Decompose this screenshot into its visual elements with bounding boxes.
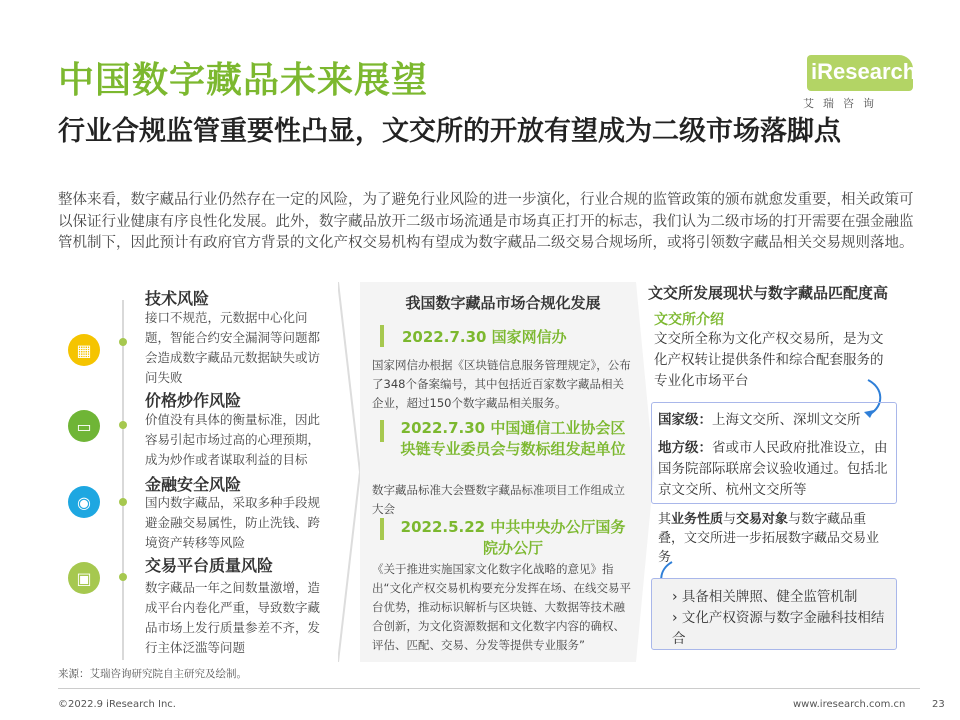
chevron-right-icon: › bbox=[672, 610, 678, 626]
event-2-title: 2022.7.30 中国通信工业协会区块链专业委员会与数标组发起单位 bbox=[400, 419, 626, 458]
risk-2-text: 价值没有具体的衡量标准，因此容易引起市场过高的心理预期，成为炒作或者谋取利益的目标 bbox=[145, 412, 321, 467]
right-intro-title: 文交所介绍 bbox=[654, 312, 724, 328]
chevron-right-icon: › bbox=[672, 589, 678, 605]
event-1-bar bbox=[380, 325, 384, 347]
point-2 bbox=[672, 608, 892, 650]
level-national bbox=[658, 410, 894, 431]
risk-3-dot bbox=[119, 498, 127, 506]
level-national-label: 国家级： bbox=[658, 412, 712, 428]
risk-1-title: 技术风险 bbox=[145, 289, 210, 308]
disc-icon: ◉ bbox=[68, 486, 100, 518]
match-text bbox=[658, 510, 890, 567]
risk-4-icon-wrap bbox=[68, 562, 100, 594]
event-1-text: 国家网信办根据《区块链信息服务管理规定》，公布了348个备案编号，其中包括近百家数字藏品相关企业，超过150个数字藏品相关服务。 bbox=[372, 358, 631, 410]
page-number: 23 bbox=[932, 699, 945, 710]
right-heading: 文交所发展现状与数字藏品匹配度高 bbox=[648, 284, 889, 302]
risk-1-text: 接口不规范，元数据中心化问题，智能合约安全漏洞等问题都会造成数字藏品元数据缺失或访问失败 bbox=[145, 310, 321, 385]
match-bold-1: 业务性质 bbox=[671, 512, 724, 527]
sofa-icon: ▭ bbox=[68, 410, 100, 442]
event-2-bar bbox=[380, 420, 384, 442]
page-subtitle: 行业合规监管重要性凸显，文交所的开放有望成为二级市场落脚点 bbox=[58, 116, 841, 147]
level-local-label: 地方级： bbox=[658, 440, 712, 456]
risk-4-text: 数字藏品一年之间数量激增，造成平台内卷化严重，导致数字藏品市场上发行质量参差不齐，发行主体泛滥等问题 bbox=[145, 580, 321, 655]
site-url[interactable]: www.iresearch.com.cn bbox=[793, 699, 906, 710]
risk-1-icon-wrap bbox=[68, 334, 100, 366]
event-3-text: 《关于推进实施国家文化数字化战略的意见》指出“文化产权交易机构要充分发挥在场、在线交易平台优势，推动标识解析与区块链、大数据等技术融合创新，为文化资源数据和文化数字内容的确权、评估、匹配、交易、分发等提供专业服务” bbox=[372, 562, 631, 652]
risk-1-dot bbox=[119, 338, 127, 346]
match-bold-2: 交易对象 bbox=[736, 512, 789, 527]
chevron-outline bbox=[338, 282, 360, 662]
source-note: 来源：艾瑞咨询研究院自主研究及绘制。 bbox=[58, 668, 247, 680]
match-mid: 与 bbox=[723, 512, 737, 527]
level-local bbox=[658, 438, 894, 501]
logo-brand: iResearch bbox=[811, 59, 917, 84]
point-2-text: 文化产权资源与数字金融科技相结合 bbox=[672, 610, 885, 647]
level-national-text: 上海文交所、深圳文交所 bbox=[712, 412, 861, 428]
event-3-title: 2022.5.22 中共中央办公厅国务院办公厅 bbox=[400, 518, 626, 557]
match-suffix: 与数字藏品重叠，文交所进一步拓展数字藏品交易业务 bbox=[658, 512, 880, 565]
risk-2-icon-wrap bbox=[68, 410, 100, 442]
point-1-text: 具备相关牌照、健全监管机制 bbox=[681, 589, 858, 605]
level-local-text: 省或市人民政府批准设立，由国务院部际联席会议验收通过。包括北京文交所、杭州文交所等 bbox=[658, 440, 888, 498]
risk-timeline-line bbox=[122, 300, 124, 660]
middle-left-chevron bbox=[338, 282, 360, 662]
right-intro-text: 文交所全称为文化产权交易所，是为文化产权转让提供条件和综合配套服务的专业化市场平台 bbox=[654, 331, 884, 389]
risk-4-title: 交易平台质量风险 bbox=[145, 556, 274, 575]
risk-4-dot bbox=[119, 573, 127, 581]
logo-subtitle: 艾瑞咨询 bbox=[803, 97, 883, 110]
footer-divider bbox=[58, 688, 920, 689]
risk-2-dot bbox=[119, 421, 127, 429]
event-3-bar bbox=[380, 518, 384, 540]
iresearch-logo bbox=[795, 55, 917, 113]
calendar-icon: ▦ bbox=[68, 334, 100, 366]
page-title: 中国数字藏品未来展望 bbox=[58, 60, 429, 101]
risk-3-icon-wrap bbox=[68, 486, 100, 518]
event-1-title: 2022.7.30 国家网信办 bbox=[402, 328, 567, 346]
image-icon: ▣ bbox=[68, 562, 100, 594]
match-prefix: 其 bbox=[658, 512, 672, 527]
copyright: ©2022.9 iResearch Inc. bbox=[58, 699, 176, 710]
point-1 bbox=[672, 587, 892, 608]
risk-3-text: 国内数字藏品，采取多种手段规避金融交易属性，防止洗钱、跨境资产转移等风险 bbox=[145, 495, 321, 550]
middle-heading: 我国数字藏品市场合规化发展 bbox=[405, 294, 601, 312]
risk-2-title: 价格炒作风险 bbox=[145, 391, 242, 410]
event-2-text: 数字藏品标准大会暨数字藏品标准项目工作组成立大会 bbox=[372, 483, 625, 516]
intro-paragraph: 整体来看，数字藏品行业仍然存在一定的风险，为了避免行业风险的进一步演化，行业合规的监管政策的颁布就愈发重要，相关政策可以保证行业健康有序良性化发展。此外，数字藏品放开二级市场流通是市场真正打开的标志，我们认为二级市场的打开需要在强金融监管机制下，因此预计有政府官方背景的文化产权交易机构有望成为数字藏品二级交易合规场所，或将引领数字藏品相关交易规则落地。 bbox=[58, 192, 914, 251]
risk-3-title: 金融安全风险 bbox=[145, 475, 242, 494]
